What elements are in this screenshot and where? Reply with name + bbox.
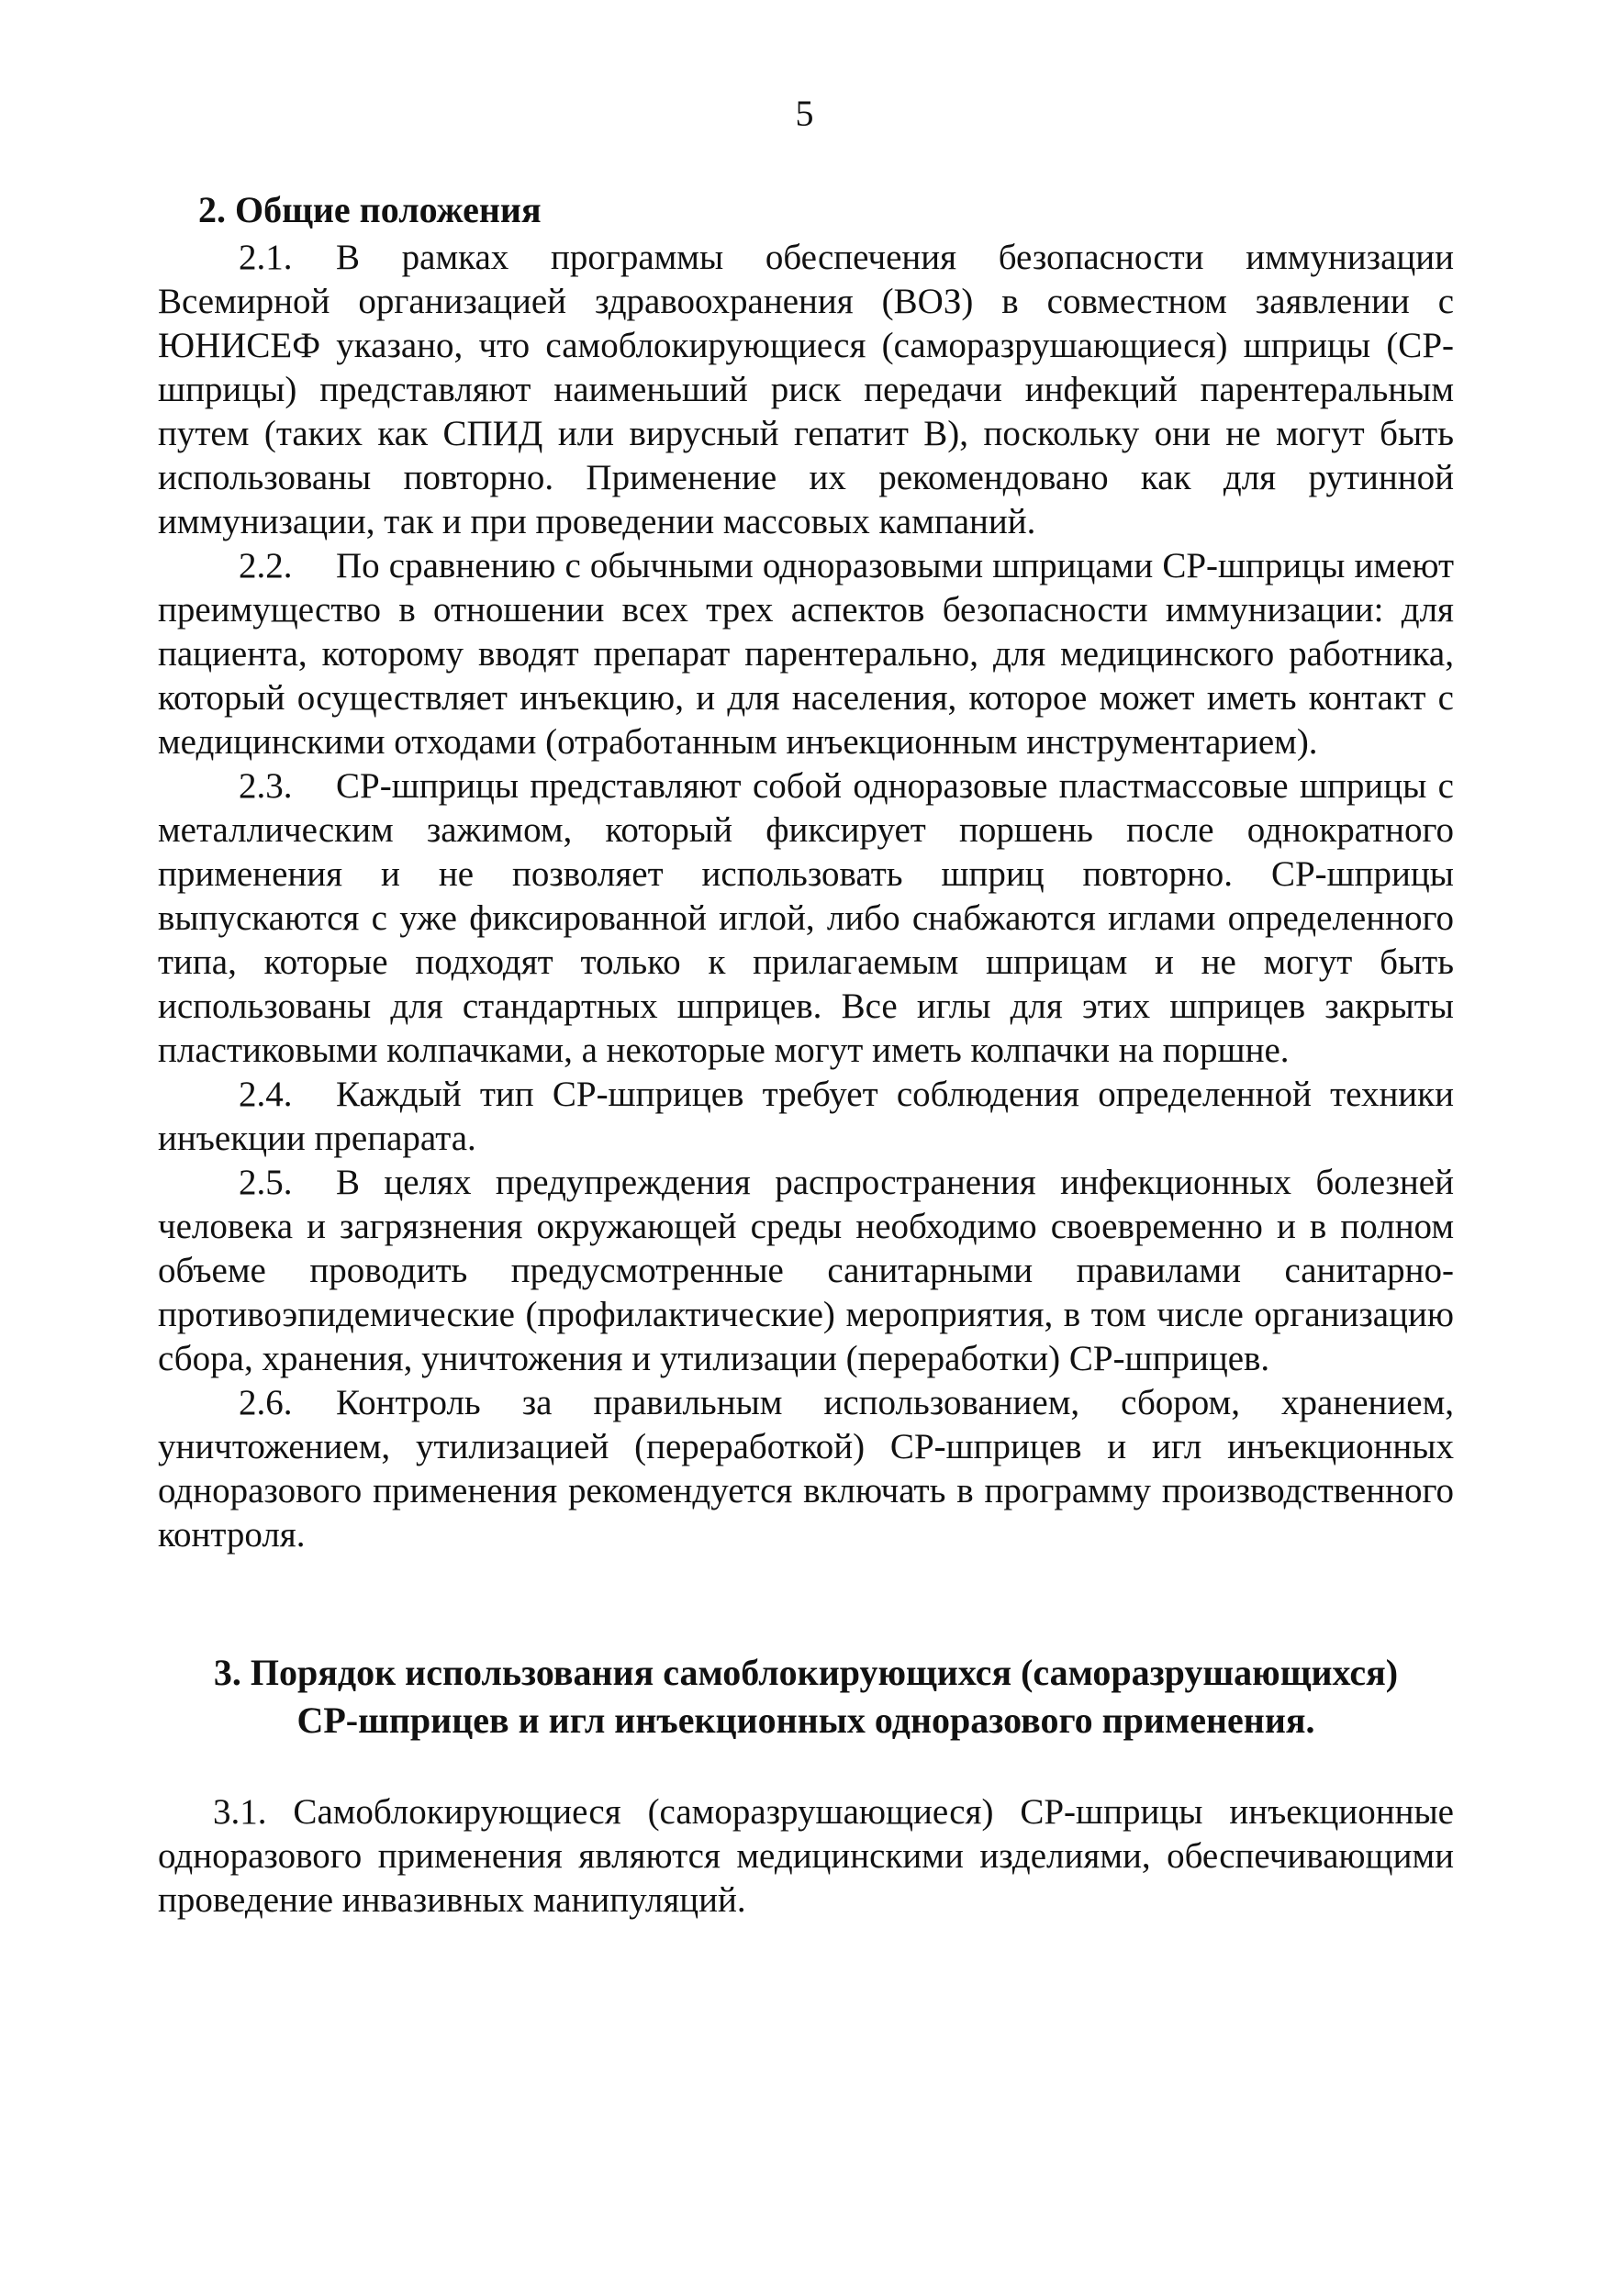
paragraph-text: В целях предупреждения распространения инфекционных болезней человека и загрязнения окружающей среды необходимо своевременно и в полном объеме проводить предусмотренные санитарными правилами санитарно-противоэпидемические (профилактические) мероприятия, в том числе организацию сбора, хранения, уничтожения и утилизации (переработки) СР-шприцев. <box>158 1163 1454 1378</box>
paragraph-2-1 <box>158 236 1454 544</box>
paragraph-number: 2.2. <box>239 546 293 585</box>
paragraph-text: По сравнению с обычными одноразовыми шприцами СР-шприцы имеют преимущество в отношении всех трех аспектов безопасности иммунизации: для пациента, которому вводят препарат парентерально, для медицинского работника, который осуществляет инъекцию, и для населения, которое может иметь контакт с медицинскими отходами (отработанным инъекционным инструментарием). <box>158 546 1454 762</box>
page-number: 5 <box>795 93 814 134</box>
paragraph-text: Каждый тип СР-шприцев требует соблюдения определенной техники инъекции препарата. <box>158 1075 1454 1158</box>
document-body <box>158 188 1454 1923</box>
paragraph-number: 2.3. <box>239 766 293 806</box>
paragraph-text: Контроль за правильным использованием, сбором, хранением, уничтожением, утилизацией (переработкой) СР-шприцев и игл инъекционных одноразового применения рекомендуется включать в программу производственного контроля. <box>158 1383 1454 1555</box>
paragraph-text: СР-шприцы представляют собой одноразовые пластмассовые шприцы с металлическим зажимом, который фиксирует поршень после однократного применения и не позволяет использовать шприц повторно. СР-шприцы выпускаются с уже фиксированной иглой, либо снабжаются иглами определенного типа, которые подходят только к прилагаемым шприцам и не могут быть использованы для стандартных шприцев. Все иглы для этих шприцев закрыты пластиковыми колпачками, а некоторые могут иметь колпачки на поршне. <box>158 766 1454 1070</box>
paragraph-2-3 <box>158 764 1454 1073</box>
paragraph-2-4 <box>158 1073 1454 1161</box>
paragraph-2-6 <box>158 1381 1454 1557</box>
paragraph-number: 2.4. <box>239 1075 293 1114</box>
paragraph-number: 2.6. <box>239 1383 293 1422</box>
section-3-heading <box>158 1649 1454 1744</box>
paragraph-number: 2.1. <box>239 238 293 277</box>
section-3-heading-line-2: СР-шприцев и игл инъекционных одноразового применения. <box>296 1700 1315 1741</box>
paragraph-2-5 <box>158 1161 1454 1381</box>
paragraph-text: В рамках программы обеспечения безопасности иммунизации Всемирной организацией здравоохранения (ВОЗ) в совместном заявлении с ЮНИСЕФ указано, что самоблокирующиеся (саморазрушающиеся) шприцы (СР-шприцы) представляют наименьший риск передачи инфекций парентеральным путем (таких как СПИД или вирусный гепатит В), поскольку они не могут быть использованы повторно. Применение их рекомендовано как для рутинной иммунизации, так и при проведении массовых кампаний. <box>158 238 1454 541</box>
section-2-heading: 2. Общие положения <box>198 189 542 230</box>
paragraph-2-2 <box>158 544 1454 764</box>
paragraph-3-1: 3.1. Самоблокирующиеся (саморазрушающиеся) СР-шприцы инъекционные одноразового применения являются медицинскими изделиями, обеспечивающими проведение инвазивных манипуляций. <box>158 1792 1454 1920</box>
paragraph-number: 2.5. <box>239 1163 293 1202</box>
section-3-heading-line-1: 3. Порядок использования самоблокирующихся (саморазрушающихся) <box>213 1652 1399 1693</box>
